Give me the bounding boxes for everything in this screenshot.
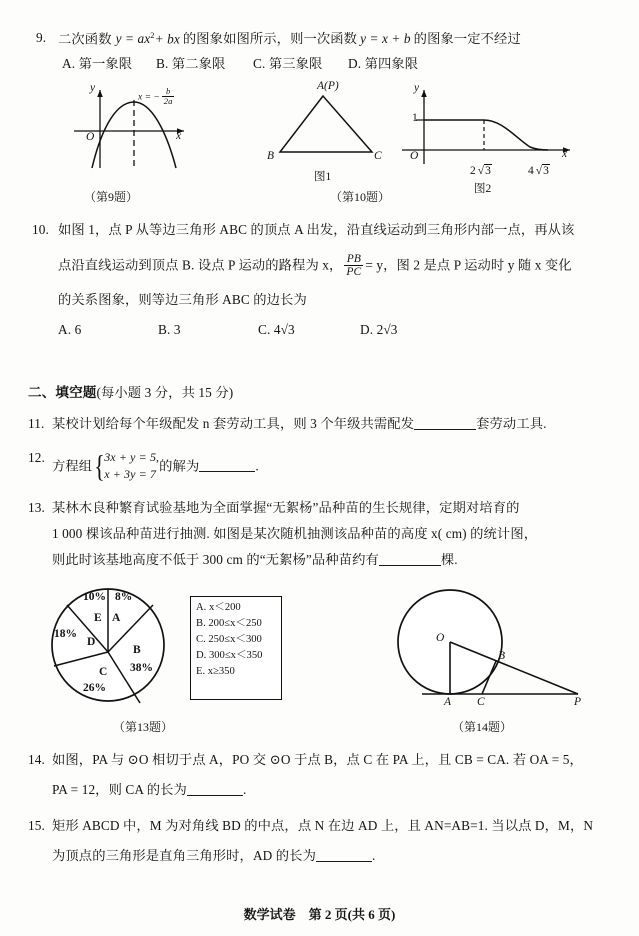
question-10-number: 10. (32, 222, 49, 237)
question-12-number: 12. (28, 450, 45, 465)
q10-xtick2-coef: 4 (528, 165, 534, 177)
question-14-number: 14. (28, 752, 45, 767)
legend-row-b: B. 200≤x＜250 (196, 618, 262, 630)
q10-option-a-text: 6 (74, 322, 82, 337)
q9-stem-part-c: 的图象一定不经过 (413, 31, 521, 47)
q9-option-a-key: A. (62, 56, 76, 71)
pie-label-b-key: B (133, 644, 141, 656)
q10-origin-label: O (410, 150, 419, 162)
q9-caption: （第9题） (84, 190, 139, 204)
q9-function-1b: + bx (154, 31, 180, 47)
q10-fig1-apex-label (317, 80, 339, 92)
q10-caption: （第10题） (330, 190, 391, 204)
section-2-heading (28, 385, 233, 402)
pie-label-a-key: A (112, 612, 121, 624)
q11-text (52, 416, 547, 433)
q10-option-d[interactable] (360, 322, 397, 339)
q12-equation-system (92, 449, 159, 484)
q13-line-2: 1 000 棵该品种苗进行抽测. 如图是某次随机抽测该品种苗的高度 x( cm) 的统计图， (52, 526, 538, 541)
q12-equation-2: x + 3y = 7 (104, 467, 157, 482)
q10-fig1-c-label: C (374, 150, 382, 162)
q13-line-3 (52, 552, 458, 569)
q14-answer-blank[interactable] (187, 795, 243, 796)
q13-pie-chart (48, 586, 174, 708)
pie-label-d-key: D (87, 636, 96, 648)
q14-line2-part-b: . (242, 782, 247, 797)
q13-line3-part-a: 则此时该基地高度不低于 300 cm 的“无絮杨”品种苗约有 (52, 552, 379, 567)
q15-line-2 (52, 848, 375, 865)
q9-option-b-key: B. (156, 56, 169, 71)
q9-axis-x-label: x (176, 130, 182, 142)
q10-fig1-name: 图1 (314, 171, 332, 183)
q10-frac-numerator: PB (344, 253, 363, 266)
q12-text (52, 450, 259, 485)
q10-frac-denominator: PC (346, 266, 362, 279)
q10-xtick-second: 4 √3 (528, 165, 549, 177)
q14-point-label-b: B (498, 650, 506, 662)
q10-line2-part-a: 点沿直线运动到顶点 B. 设点 P 运动的路程为 x， (58, 257, 343, 273)
q10-option-d-text: 2√3 (376, 322, 398, 337)
q9-option-b[interactable] (156, 56, 225, 73)
q14-line-2 (52, 782, 246, 799)
q10-xtick2-rad: 3 (543, 165, 549, 177)
legend-row-a: A. x＜200 (196, 602, 241, 613)
q10-fig2-name: 图2 (474, 183, 492, 195)
q13-answer-blank[interactable] (379, 565, 441, 566)
q13-line-1: 某林木良种繁育试验基地为全面掌握“无絮杨”品种苗的生长规律，定期对培育的 (52, 500, 520, 515)
q14-line-1: 如图，PA 与 ⊙O 相切于点 A，PO 交 ⊙O 于点 B，点 C 在 PA 上，且 CB = CA. 若 OA = 5， (52, 752, 583, 767)
pie-label-e-key: E (94, 612, 102, 624)
pie-label-c-value: 26% (83, 682, 106, 694)
q10-line-3: 的关系图象，则等边三角形 ABC 的边长为 (58, 292, 307, 307)
q10-option-a[interactable] (58, 322, 81, 339)
q9-vertex-num: b (162, 87, 175, 97)
q10-line2-part-b: = y，图 2 是点 P 运动时 y 随 x 变化 (365, 257, 572, 273)
q10-apex-p: (P) (324, 80, 339, 92)
pie-label-c-key: C (99, 666, 108, 678)
q9-option-a-text: 第一象限 (78, 56, 133, 71)
q9-origin-label: O (86, 131, 95, 143)
q14-line2-part-a: PA = 12，则 CA 的长为 (52, 782, 187, 797)
q9-option-c-key: C. (253, 56, 266, 71)
q15-line2-part-b: . (371, 848, 376, 863)
question-13-number: 13. (28, 500, 45, 515)
question-11-number: 11. (28, 416, 45, 431)
q10-xtick-first: 2 √3 (470, 165, 491, 177)
q15-line-1: 矩形 ABCD 中，M 为对角线 BD 的中点，点 N 在边 AD 上，且 AN=AB=1. 当以点 D，M，N (52, 818, 594, 833)
pie-label-d-value: 18% (54, 628, 77, 640)
q14-point-label-c: C (477, 696, 485, 708)
q10-ytick-1: 1 (412, 112, 418, 124)
q9-vertex-den: 2a (163, 96, 173, 107)
q9-stem-part-b: 的图象如图所示，则一次函数 (182, 31, 358, 47)
q9-parabola-figure (72, 82, 202, 170)
q9-function-1: y = ax (115, 31, 151, 47)
q9-option-d-key: D. (348, 56, 362, 71)
q11-answer-blank[interactable] (414, 429, 476, 430)
q12-equation-1: 3x + y = 5, (104, 450, 160, 464)
q9-exponent: 2 (150, 30, 155, 40)
q9-option-c[interactable] (253, 56, 322, 73)
q10-option-c-text: 4√3 (273, 322, 295, 337)
q9-option-d[interactable] (348, 56, 418, 73)
q10-line-1: 如图 1，点 P 从等边三角形 ABC 的顶点 A 出发，沿直线运动到三角形内部一点，再从该 (58, 222, 575, 237)
question-9-stem (58, 30, 521, 48)
q10-xtick1-coef: 2 (470, 165, 476, 177)
page-footer: 数学试卷 第 2 页(共 6 页) (243, 907, 396, 922)
q12-text-part-a: 方程组 (52, 458, 93, 474)
q10-line-2 (58, 254, 572, 279)
q9-axis-y-label: y (90, 82, 96, 94)
pie-label-a-value: 8% (115, 591, 133, 603)
q10-option-b-key: B. (158, 322, 171, 337)
legend-row-d: D. 300≤x＜350 (196, 650, 263, 662)
q10-option-b-text: 3 (173, 322, 181, 337)
q11-text-part-b: 套劳动工具. (476, 416, 547, 431)
legend-row-c: C. 250≤x＜300 (196, 634, 262, 646)
section-2-subtitle: (每小题 3 分，共 15 分) (96, 385, 234, 400)
q14-circle-figure (392, 586, 592, 712)
q10-axis-x-label: x (562, 148, 568, 160)
legend-row-e: E. x≥350 (196, 666, 235, 678)
q9-option-d-text: 第四象限 (364, 56, 419, 71)
q14-caption: （第14题） (452, 720, 513, 734)
q9-option-c-text: 第三象限 (268, 56, 323, 71)
q10-apex-a: A (317, 80, 325, 92)
q10-option-c[interactable] (258, 322, 295, 339)
q12-answer-blank[interactable] (199, 471, 255, 472)
q9-option-b-text: 第二象限 (171, 56, 226, 71)
q10-xtick1-rad: 3 (485, 165, 491, 177)
q11-text-part-a: 某校计划给每个年级配发 n 套劳动工具，则 3 个年级共需配发 (52, 416, 415, 431)
q10-triangle-figure (267, 80, 386, 183)
q14-center-label-o: O (436, 632, 445, 644)
q9-function-2: y = x + b (360, 31, 411, 47)
q10-fig1-b-label: B (267, 150, 275, 162)
q9-stem-part-a: 二次函数 (58, 31, 112, 47)
pie-label-e-value: 10% (83, 591, 106, 603)
q10-option-d-key: D. (360, 322, 374, 337)
q9-vertex-lhs: x = − (138, 92, 160, 103)
q15-answer-blank[interactable] (316, 861, 372, 862)
q10-graph-figure (398, 82, 584, 195)
q9-vertex-line-label (138, 88, 176, 107)
q13-line3-part-b: 棵. (440, 552, 458, 567)
question-9-number: 9. (36, 30, 47, 45)
section-2-title: 二、填空题 (28, 385, 97, 400)
q13-legend-box (190, 596, 282, 700)
q10-option-b[interactable] (158, 322, 181, 339)
q12-text-part-c: . (255, 458, 259, 474)
q14-point-label-a: A (444, 696, 452, 708)
q14-point-label-p: P (574, 696, 582, 708)
q13-caption: （第13题） (113, 720, 174, 734)
q10-option-a-key: A. (58, 322, 72, 337)
q15-line2-part-a: 为顶点的三角形是直角三角形时，AD 的长为 (52, 848, 316, 863)
q10-axis-y-label: y (414, 82, 420, 94)
q12-text-part-b: 的解为 (159, 458, 200, 474)
q12-brace: { (94, 448, 106, 484)
q10-option-c-key: C. (258, 322, 271, 337)
pie-label-b-value: 38% (130, 662, 153, 674)
question-15-number: 15. (28, 818, 45, 833)
q9-option-a[interactable] (62, 56, 132, 73)
